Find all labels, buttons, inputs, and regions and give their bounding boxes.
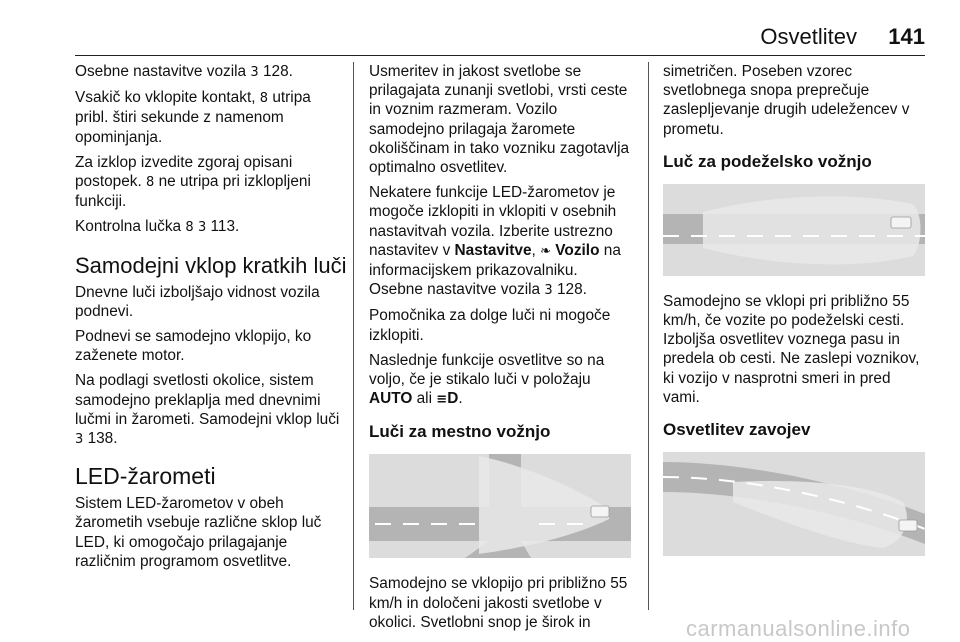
paragraph: Sistem LED-žarometov v obeh žarometih vsebuje različne sklop luč LED, ki omogočajo prilagajanje različnim programom osvetlitve. [75, 495, 322, 570]
header-rule [75, 55, 925, 56]
paragraph: Pomočnika za dolge luči ni mogoče izklopiti. [369, 307, 611, 344]
column-divider-2 [648, 62, 649, 610]
lamp-icon: 8 [146, 175, 155, 191]
country-light-illustration [663, 184, 925, 276]
lamp-icon: 8 [259, 91, 269, 107]
paragraph: Naslednje funkcije osvetlitve so na voljo, če je stikalo luči v položaju AUTO ali ≡D. [369, 351, 605, 408]
paragraph: Na podlagi svetlosti okolice, sistem samodejno preklaplja med dnevnimi lučmi in žarometi. Samodejni vklop luči 3 138. [75, 372, 340, 448]
paragraph: Usmeritev in jakost svetlobe se prilagajata zunanji svetlobi, vrsti ceste in voznim razmeram. Vozilo samodejno prilagaja žaromete okoliščinam in tako vozniku zagotavlja optimalno osvetlitev. [369, 63, 630, 177]
city-light-illustration [369, 454, 631, 558]
cornering-light-illustration [663, 452, 925, 556]
section-title: Osvetlitev [760, 24, 857, 49]
column-divider-1 [353, 62, 354, 610]
paragraph: simetričen. Poseben vzorec svetlobnega snopa preprečuje zaslepljevanje drugih udeležencev v prometu. [663, 63, 910, 138]
page-ref-icon: 3 [75, 432, 84, 448]
paragraph: Dnevne luči izboljšajo vidnost vozila podnevi. [75, 283, 320, 320]
paragraph: Nekatere funkcije LED-žarometov je mogoče izklopiti in vklopiti v osebnih nastavitvah vozila. Izberite ustrezno nastavitev v Nastavitve, ❧ Vozilo na informacijskem prikazovalniku. Osebne nastavitve vozila 3 128. [369, 184, 621, 299]
page-ref-icon: 3 [250, 65, 259, 80]
paragraph: Kontrolna lučka 8 3 113. [75, 218, 240, 236]
heading-cornering-light: Osvetlitev zavojev [663, 420, 811, 440]
low-beam-icon: ≡ [436, 392, 448, 408]
paragraph: Za izklop izvedite zgoraj opisani postopek. 8 ne utripa pri izklopljeni funkciji. [75, 153, 311, 211]
heading-country-light: Luč za podeželsko vožnjo [663, 151, 872, 171]
paragraph: Podnevi se samodejno vklopijo, ko zaženete motor. [75, 328, 312, 365]
page-ref-icon: 3 [197, 220, 207, 236]
column-1 [75, 62, 347, 577]
page-ref-icon: 3 [544, 283, 553, 299]
car-icon: ❧ [540, 243, 552, 259]
heading-automatic-lights: Samodejni vklop kratkih luči [75, 252, 347, 278]
paragraph: Vsakič ko vklopite kontakt, 8 utripa pribl. štiri sekunde z namenom opominjanja. [75, 89, 311, 146]
page-number: 141 [888, 24, 925, 49]
page-header [75, 24, 925, 54]
paragraph: Samodejno se vklopijo pri približno 55 km/h in določeni jakosti svetlobe v okolici. Svetlobni snop je širok in [369, 575, 628, 631]
heading-city-light: Luči za mestno vožnjo [369, 422, 551, 442]
watermark: carmanualsonline.info [686, 616, 911, 641]
heading-led-headlights: LED-žarometi [75, 463, 216, 490]
paragraph: Osebne nastavitve vozila 3 128. [75, 63, 293, 80]
paragraph: Samodejno se vklopi pri približno 55 km/h, če vozite po podeželski cesti. Izboljša osvetlitev voznega pasu in predela ob cesti. Ne zaslepi voznikov, ki vozijo v nasprotni smeri in pred vami. [663, 292, 920, 406]
column-3 [663, 62, 925, 572]
lamp-icon: 8 [185, 220, 194, 236]
column-2 [369, 62, 634, 638]
